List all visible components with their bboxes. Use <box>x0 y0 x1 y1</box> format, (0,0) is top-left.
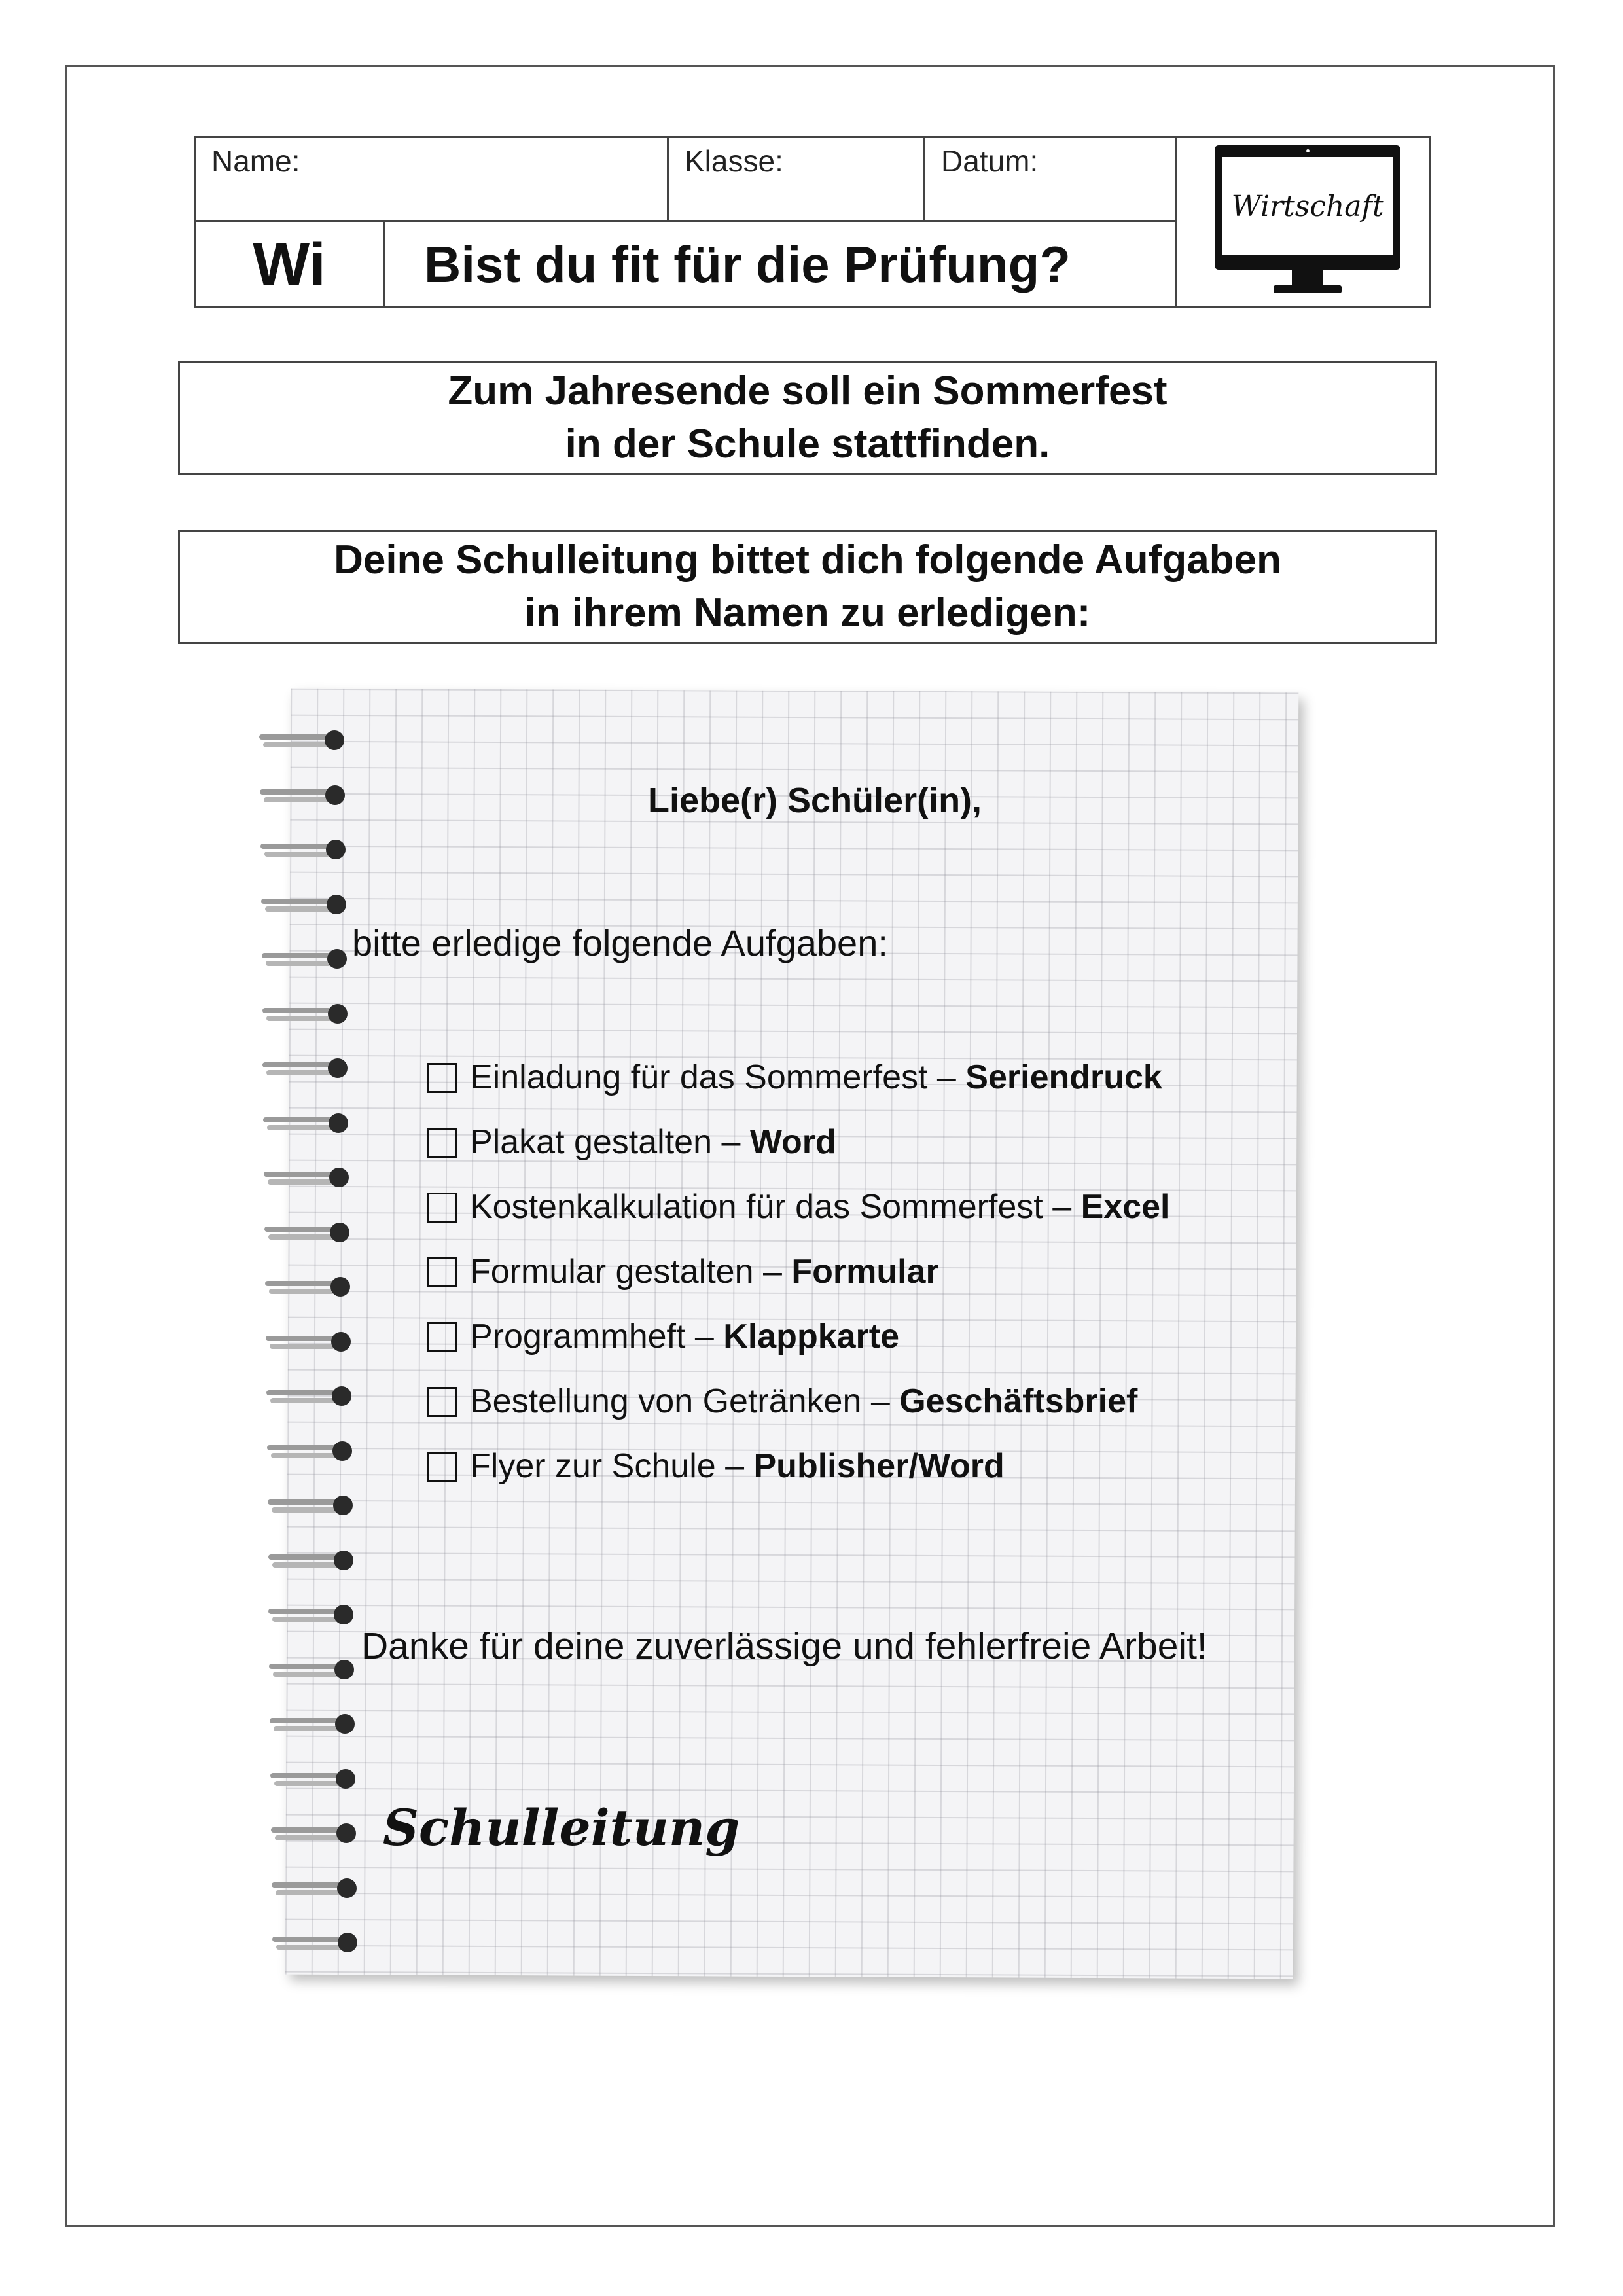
spiral-ring <box>261 1273 366 1302</box>
signature: Schulleitung <box>383 1799 740 1857</box>
spiral-ring <box>264 1601 369 1630</box>
task-checkbox[interactable] <box>427 1387 457 1417</box>
task-item <box>427 1317 1169 1382</box>
monitor-icon <box>1215 145 1400 270</box>
spiral-ring <box>258 945 363 974</box>
task-tool: Excel <box>1080 1188 1170 1226</box>
spiral-ring <box>263 1437 368 1466</box>
spiral-ring <box>268 1874 372 1903</box>
task-text: Kostenkalkulation für das Sommerfest – Excel <box>470 1188 1170 1226</box>
spiral-ring <box>268 1929 373 1958</box>
spiral-binding <box>255 726 360 1957</box>
spiral-ring <box>267 1820 372 1848</box>
task-tool: Formular <box>791 1253 939 1291</box>
name-field[interactable] <box>196 138 667 220</box>
task-text: Bestellung von Getränken – Geschäftsbrief <box>470 1382 1138 1420</box>
spiral-ring <box>266 1710 370 1739</box>
spiral-ring <box>262 1382 367 1411</box>
task-checkbox[interactable] <box>427 1452 457 1482</box>
task-list <box>427 1058 1169 1511</box>
subject-code: Wi <box>253 231 326 298</box>
task-checkbox[interactable] <box>427 1128 457 1158</box>
task-item <box>427 1122 1169 1187</box>
spiral-ring <box>264 1492 368 1520</box>
wirtschaft-monitor-logo <box>1215 145 1404 302</box>
logo-text: Wirtschaft <box>1222 157 1393 255</box>
spiral-ring <box>266 1765 371 1794</box>
task-text: Einladung für das Sommerfest – Seriendruck <box>470 1058 1162 1096</box>
spiral-ring <box>260 1219 365 1247</box>
datum-field[interactable] <box>925 138 1175 220</box>
task-item <box>427 1058 1169 1122</box>
task-tool: Geschäftsbrief <box>899 1382 1138 1420</box>
task-checkbox[interactable] <box>427 1257 457 1287</box>
spiral-ring <box>260 1164 365 1193</box>
task-item <box>427 1252 1169 1317</box>
info-box-event-line1: Zum Jahresende soll ein Sommerfest <box>448 368 1168 414</box>
spiral-ring <box>264 1547 369 1575</box>
info-box-request-line1: Deine Schulleitung bittet dich folgende Aufgaben <box>334 537 1281 583</box>
task-tool: Seriendruck <box>965 1058 1162 1096</box>
note-intro: bitte erledige folgende Aufgaben: <box>352 922 888 963</box>
datum-label: Datum: <box>941 144 1039 178</box>
info-box-event <box>178 361 1437 475</box>
task-checkbox[interactable] <box>427 1063 457 1093</box>
task-text: Flyer zur Schule – Publisher/Word <box>470 1447 1005 1485</box>
task-item <box>427 1187 1169 1252</box>
spiral-ring <box>257 891 362 920</box>
info-box-request-line2: in ihrem Namen zu erledigen: <box>524 590 1091 636</box>
task-item <box>427 1382 1169 1446</box>
task-item <box>427 1446 1169 1511</box>
task-tool: Klappkarte <box>723 1318 900 1355</box>
spiral-ring <box>259 1054 363 1083</box>
spiral-ring <box>259 1109 364 1138</box>
task-tool: Publisher/Word <box>753 1447 1005 1485</box>
page-title: Bist du fit für die Prüfung? <box>424 236 1071 293</box>
info-box-request <box>178 530 1437 644</box>
spiral-ring <box>259 1000 363 1029</box>
task-text: Plakat gestalten – Word <box>470 1123 836 1161</box>
task-checkbox[interactable] <box>427 1322 457 1352</box>
spiral-ring <box>265 1656 370 1685</box>
spiral-ring <box>257 836 361 865</box>
spiral-ring <box>262 1328 366 1357</box>
spiral-ring <box>256 781 361 810</box>
klasse-field[interactable] <box>669 138 923 220</box>
task-checkbox[interactable] <box>427 1193 457 1223</box>
task-text: Formular gestalten – Formular <box>470 1253 939 1291</box>
task-tool: Word <box>749 1123 836 1161</box>
note-thanks: Danke für deine zuverlässige und fehlerfreie Arbeit! <box>361 1625 1207 1667</box>
info-box-event-line2: in der Schule stattfinden. <box>565 422 1050 467</box>
klasse-label: Klasse: <box>685 144 783 178</box>
name-label: Name: <box>211 144 300 178</box>
note-greeting: Liebe(r) Schüler(in), <box>648 781 982 820</box>
task-text: Programmheft – Klappkarte <box>470 1318 900 1355</box>
spiral-ring <box>255 726 360 755</box>
